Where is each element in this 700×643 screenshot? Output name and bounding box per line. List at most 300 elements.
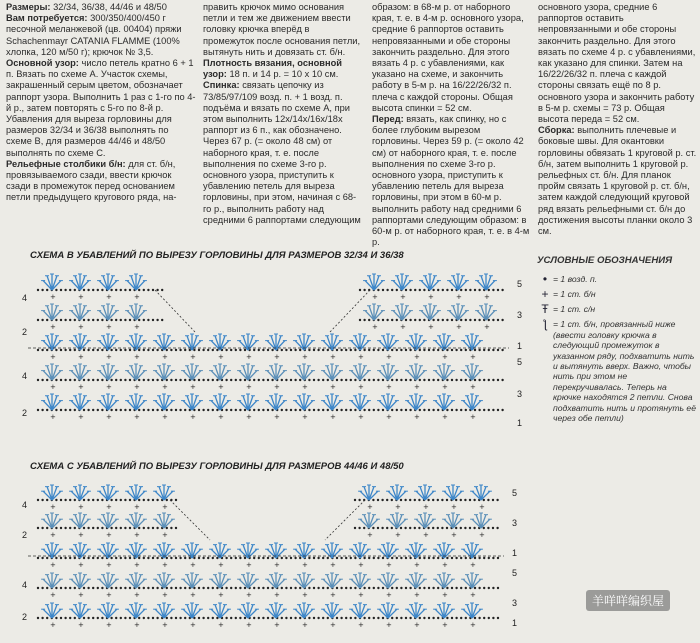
chain-dot	[483, 617, 485, 619]
sc-mark: +	[302, 383, 308, 391]
chain-dot	[267, 587, 269, 589]
chain-dot	[483, 527, 485, 529]
chain-dot	[299, 557, 301, 559]
sc-mark: +	[414, 383, 420, 391]
chain-dot	[156, 617, 158, 619]
chain-dot	[419, 587, 421, 589]
chain-dot	[473, 499, 475, 501]
chain-dot	[46, 499, 48, 501]
chain-dot	[294, 349, 296, 351]
chain-dot	[396, 379, 398, 381]
chain-dot	[414, 527, 416, 529]
chain-dot	[253, 617, 255, 619]
chain-dot	[46, 379, 48, 381]
chain-dot	[216, 349, 218, 351]
chain-dot	[120, 499, 122, 501]
sc-mark: +	[442, 621, 448, 629]
chain-dot	[460, 289, 462, 291]
chain-dot	[115, 527, 117, 529]
chain-dot	[465, 587, 467, 589]
chain-dot	[74, 617, 76, 619]
chain-dot	[198, 409, 200, 411]
chain-dot	[101, 379, 103, 381]
chain-dot	[120, 289, 122, 291]
chain-dot	[97, 379, 99, 381]
sc-mark: +	[274, 413, 280, 421]
chain-dot	[345, 349, 347, 351]
sc-mark: +	[386, 591, 392, 599]
chain-dot	[198, 379, 200, 381]
chain-dot	[216, 379, 218, 381]
chain-dot	[41, 587, 43, 589]
chain-dot	[492, 349, 494, 351]
chain-dot	[271, 617, 273, 619]
chain-dot	[377, 527, 379, 529]
chain-dot	[501, 319, 503, 321]
chain-dot	[446, 557, 448, 559]
chain-dot	[418, 499, 420, 501]
chain-dot	[124, 587, 126, 589]
sc-mark: +	[479, 503, 485, 511]
legend-item-chain	[537, 274, 697, 285]
chain-dot	[69, 587, 71, 589]
chain-dot	[110, 587, 112, 589]
chain-dot	[496, 499, 498, 501]
chain-dot	[317, 587, 319, 589]
chain-dot	[423, 289, 425, 291]
chain-dot	[391, 617, 393, 619]
chain-dot	[488, 289, 490, 291]
chain-dot	[400, 349, 402, 351]
chain-dot	[363, 557, 365, 559]
chain-dot	[166, 499, 168, 501]
chain-dot	[281, 349, 283, 351]
materials-label: Вам потребуется:	[6, 13, 88, 24]
sc-mark: +	[50, 621, 56, 629]
chain-dot	[336, 349, 338, 351]
legend-text: = 1 ст. с/н	[553, 304, 596, 315]
chain-dot	[69, 379, 71, 381]
chain-dot	[350, 409, 352, 411]
chain-dot	[271, 349, 273, 351]
chain-dot	[340, 349, 342, 351]
sc-mark: +	[451, 531, 457, 539]
chain-dot	[432, 349, 434, 351]
sc-mark: +	[78, 561, 84, 569]
sc-mark: +	[358, 383, 364, 391]
sc-mark: +	[395, 503, 401, 511]
chain-dot	[446, 379, 448, 381]
chain-dot	[483, 557, 485, 559]
chain-dot	[271, 379, 273, 381]
text-column-2	[203, 2, 363, 226]
chain-dot	[497, 557, 499, 559]
sc-mark: +	[134, 353, 140, 361]
chain-dot	[446, 319, 448, 321]
sc-mark: +	[428, 293, 434, 301]
chain-dot	[299, 349, 301, 351]
chain-dot	[414, 289, 416, 291]
chain-dot	[37, 409, 39, 411]
chain-dot	[97, 349, 99, 351]
chain-dot	[37, 379, 39, 381]
chain-dot	[350, 557, 352, 559]
sc-mark: +	[358, 591, 364, 599]
sc-mark: +	[274, 353, 280, 361]
chain-dot	[299, 617, 301, 619]
chain-dot	[46, 289, 48, 291]
decrease-edge	[155, 290, 195, 332]
sc-mark: +	[50, 323, 56, 331]
main-pattern-text: число петель кратно 6 + 1 п. Вязать по схеме А. Участок схемы, закрашенный серым цветом, обозначает раппорт узора. Выполнить 1 раз с 1-го по 4-й р., затем повторять с 5-го по 8-й р. Убавления для выреза горловины для размеров 32/34 и 36/38 выполнять по схеме В, для размеров 44/46 и 48/50 выполнять по схеме С.	[6, 58, 196, 158]
chain-dot	[428, 587, 430, 589]
chain-dot	[129, 319, 131, 321]
chain-dot	[244, 557, 246, 559]
chain-dot	[138, 319, 140, 321]
chain-dot	[381, 499, 383, 501]
chain-dot	[418, 527, 420, 529]
chain-dot	[83, 499, 85, 501]
chain-dot	[60, 409, 62, 411]
sc-mark: +	[246, 413, 252, 421]
chain-dot	[313, 409, 315, 411]
chain-dot	[345, 557, 347, 559]
chain-dot	[354, 587, 356, 589]
legend-text: = 1 ст. б/н	[553, 289, 596, 300]
chain-dot	[373, 379, 375, 381]
chain-dot	[465, 617, 467, 619]
chain-dot	[110, 499, 112, 501]
chain-dot	[152, 557, 154, 559]
chain-dot	[396, 319, 398, 321]
chain-dot	[377, 409, 379, 411]
chain-dot	[327, 409, 329, 411]
chain-dot	[497, 409, 499, 411]
chain-dot	[138, 587, 140, 589]
row-label-3: 3	[512, 518, 518, 528]
chain-dot	[336, 557, 338, 559]
chain-dot	[322, 617, 324, 619]
chain-dot	[138, 617, 140, 619]
sc-mark: +	[414, 353, 420, 361]
chain-dot	[166, 557, 168, 559]
chain-dot	[358, 499, 360, 501]
row-label-3-lower: 3	[512, 598, 518, 608]
chain-dot	[230, 587, 232, 589]
chain-dot	[92, 499, 94, 501]
chain-dot	[497, 587, 499, 589]
chain-dot	[83, 409, 85, 411]
chain-dot	[143, 289, 145, 291]
sc-mark: +	[302, 591, 308, 599]
chain-dot	[156, 319, 158, 321]
chain-dot	[110, 319, 112, 321]
chain-dot	[391, 587, 393, 589]
chain-dot	[446, 499, 448, 501]
chain-dot	[83, 289, 85, 291]
chain-dot	[120, 379, 122, 381]
row-label-4: 4	[22, 500, 28, 510]
sc-mark: +	[106, 531, 112, 539]
chain-dot	[64, 587, 66, 589]
chain-dot	[496, 527, 498, 529]
chain-dot	[455, 499, 457, 501]
sc-mark: +	[134, 561, 140, 569]
chain-dot	[101, 587, 103, 589]
legend-text: = 1 возд. п.	[553, 274, 598, 285]
chain-dot	[354, 527, 356, 529]
chain-dot	[147, 289, 149, 291]
sc-mark: +	[218, 591, 224, 599]
chain-dot	[235, 617, 237, 619]
chain-dot	[60, 499, 62, 501]
chain-dot	[175, 557, 177, 559]
sc-mark: +	[367, 531, 373, 539]
chain-dot	[317, 557, 319, 559]
chain-dot	[492, 409, 494, 411]
chain-dot	[235, 409, 237, 411]
sc-mark: +	[367, 503, 373, 511]
chain-dot	[64, 409, 66, 411]
chain-dot	[432, 409, 434, 411]
row-label-2-lower: 2	[22, 408, 28, 418]
chain-dot	[474, 289, 476, 291]
chain-dot	[92, 527, 94, 529]
chain-dot	[488, 379, 490, 381]
chain-dot	[143, 319, 145, 321]
chain-dot	[202, 557, 204, 559]
chain-dot	[474, 319, 476, 321]
diagram-b	[0, 268, 530, 438]
chain-dot	[377, 319, 379, 321]
chain-dot	[451, 557, 453, 559]
double-crochet-icon: Ŧ	[541, 302, 549, 317]
chain-dot	[492, 289, 494, 291]
chain-dot	[336, 617, 338, 619]
chain-dot	[432, 587, 434, 589]
chain-dot	[258, 587, 260, 589]
chain-dot	[64, 289, 66, 291]
sc-mark: +	[428, 323, 434, 331]
chain-dot	[285, 349, 287, 351]
row-label-1-lower: 1	[517, 418, 523, 428]
chain-dot	[101, 319, 103, 321]
chain-dot	[216, 409, 218, 411]
chain-dot	[368, 617, 370, 619]
chain-dot	[428, 409, 430, 411]
chain-dot	[432, 557, 434, 559]
chain-dot	[92, 557, 94, 559]
chain-dot	[37, 499, 39, 501]
density-label: Плотность вязания, основной узор:	[203, 58, 343, 80]
chain-dot	[488, 349, 490, 351]
chain-dot	[405, 349, 407, 351]
sc-mark: +	[330, 353, 336, 361]
chain-dot	[37, 527, 39, 529]
chain-dot	[97, 409, 99, 411]
chain-dot	[143, 557, 145, 559]
sc-mark: +	[414, 591, 420, 599]
sc-mark: +	[358, 561, 364, 569]
chain-dot	[460, 527, 462, 529]
chain-dot	[147, 587, 149, 589]
chain-dot	[405, 617, 407, 619]
sc-mark: +	[479, 531, 485, 539]
chain-dot	[101, 499, 103, 501]
chain-dot	[414, 499, 416, 501]
chain-dot	[198, 617, 200, 619]
row-label-3: 3	[517, 310, 523, 320]
chain-dot	[179, 409, 181, 411]
chain-dot	[294, 379, 296, 381]
chain-dot	[87, 617, 89, 619]
chain-dot	[373, 409, 375, 411]
sc-mark: +	[442, 591, 448, 599]
chain-dot	[60, 527, 62, 529]
chain-dot	[46, 349, 48, 351]
row-label-1-lower: 1	[512, 618, 518, 628]
chain-dot	[170, 349, 172, 351]
sc-mark: +	[134, 531, 140, 539]
legend-item-dc	[537, 304, 697, 315]
chain-dot	[405, 587, 407, 589]
chain-dot	[423, 319, 425, 321]
chain-dot	[97, 617, 99, 619]
chain-dot	[60, 557, 62, 559]
sc-mark: +	[330, 621, 336, 629]
chain-dot	[478, 379, 480, 381]
sc-mark: +	[246, 621, 252, 629]
chain-dot	[156, 409, 158, 411]
sc-mark: +	[78, 323, 84, 331]
chain-dot	[60, 319, 62, 321]
chain-dot	[41, 379, 43, 381]
legend-item-spike-sc	[537, 319, 697, 423]
sc-mark: +	[470, 591, 476, 599]
chain-dot	[143, 409, 145, 411]
chain-dot	[262, 557, 264, 559]
sc-mark: +	[386, 353, 392, 361]
chain-dot	[69, 319, 71, 321]
chain-dot	[455, 409, 457, 411]
chain-dot	[419, 409, 421, 411]
sc-mark: +	[106, 561, 112, 569]
sc-mark: +	[442, 561, 448, 569]
chain-stitch-icon: •	[542, 272, 548, 287]
chain-dot	[147, 557, 149, 559]
chain-dot	[87, 557, 89, 559]
chain-dot	[212, 617, 214, 619]
chain-dot	[359, 289, 361, 291]
chain-dot	[74, 319, 76, 321]
chain-dot	[377, 349, 379, 351]
chain-dot	[120, 409, 122, 411]
legend-item-sc	[537, 289, 697, 300]
chain-dot	[166, 409, 168, 411]
chain-dot	[239, 587, 241, 589]
chain-dot	[487, 527, 489, 529]
chain-dot	[317, 409, 319, 411]
chain-dot	[432, 289, 434, 291]
chain-dot	[455, 557, 457, 559]
chain-dot	[373, 617, 375, 619]
chain-dot	[497, 319, 499, 321]
sc-mark: +	[190, 591, 196, 599]
sc-mark: +	[372, 323, 378, 331]
chain-dot	[488, 319, 490, 321]
chain-dot	[55, 527, 57, 529]
chain-dot	[184, 349, 186, 351]
chain-dot	[101, 527, 103, 529]
chain-dot	[212, 557, 214, 559]
chain-dot	[267, 409, 269, 411]
chain-dot	[285, 557, 287, 559]
sc-mark: +	[330, 561, 336, 569]
chain-dot	[244, 379, 246, 381]
chain-dot	[147, 409, 149, 411]
sc-mark: +	[358, 353, 364, 361]
chain-dot	[460, 557, 462, 559]
chain-dot	[419, 319, 421, 321]
diagram-c	[0, 478, 530, 643]
chain-dot	[64, 379, 66, 381]
chain-dot	[340, 557, 342, 559]
chain-dot	[230, 557, 232, 559]
chain-dot	[267, 349, 269, 351]
chain-dot	[451, 617, 453, 619]
chain-dot	[345, 379, 347, 381]
sc-mark: +	[330, 591, 336, 599]
chain-dot	[465, 409, 467, 411]
chain-dot	[138, 527, 140, 529]
sc-mark: +	[442, 353, 448, 361]
chain-dot	[74, 379, 76, 381]
col3-continuation: образом: в 68-м р. от наборного края, т. е. в 4-м р. основного узора, средние 6 раппортов оставить непровязанными и обе стороны закончить раздельно. Для этого вязать 4 р. с убавлениями, как указано на схеме, и закончить работу в 5-м р. на 16/22/26/32 п. плеча с каждой стороны. Общая высота спинки = 52 см.	[372, 2, 524, 113]
text-column-1	[6, 2, 196, 204]
chain-dot	[372, 527, 374, 529]
chain-dot	[156, 527, 158, 529]
chain-dot	[120, 319, 122, 321]
sc-mark: +	[50, 591, 56, 599]
chain-dot	[368, 379, 370, 381]
chain-dot	[124, 379, 126, 381]
chain-dot	[258, 409, 260, 411]
chain-dot	[469, 319, 471, 321]
chain-dot	[207, 617, 209, 619]
chain-dot	[345, 409, 347, 411]
chain-dot	[124, 527, 126, 529]
chain-dot	[455, 587, 457, 589]
chain-dot	[432, 379, 434, 381]
chain-dot	[451, 349, 453, 351]
chain-dot	[152, 587, 154, 589]
chain-dot	[409, 379, 411, 381]
chain-dot	[120, 349, 122, 351]
chain-dot	[382, 379, 384, 381]
chain-dot	[124, 409, 126, 411]
chain-dot	[55, 289, 57, 291]
chain-dot	[124, 617, 126, 619]
sc-mark: +	[190, 383, 196, 391]
chain-dot	[313, 557, 315, 559]
chain-dot	[230, 617, 232, 619]
chain-dot	[147, 499, 149, 501]
chain-dot	[382, 557, 384, 559]
sc-mark: +	[302, 413, 308, 421]
chain-dot	[488, 557, 490, 559]
chain-dot	[400, 379, 402, 381]
chain-dot	[313, 349, 315, 351]
